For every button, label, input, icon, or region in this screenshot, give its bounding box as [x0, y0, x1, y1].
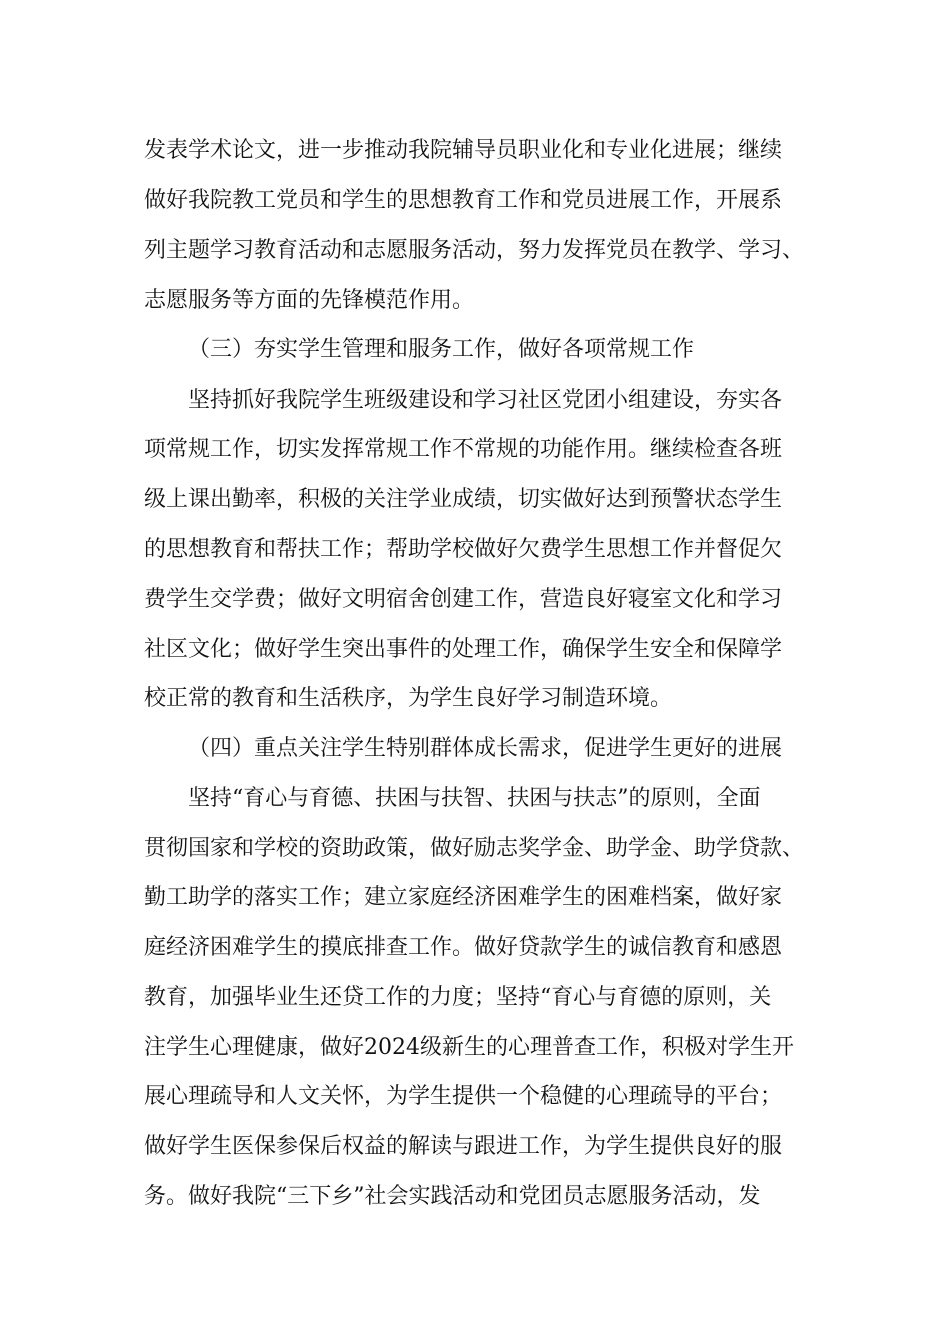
section-heading-4: （四）重点关注学生特别群体成长需求，促进学生更好的进展: [188, 736, 783, 761]
body-text-line: 级上课出勤率，积极的关注学业成绩，切实做好达到预警状态学生: [144, 487, 783, 512]
body-text-line: 校正常的教育和生活秩序，为学生良好学习制造环境。: [144, 686, 673, 711]
body-text-line: 注学生心理健康，做好2024级新生的心理普查工作，积极对学生开: [144, 1035, 794, 1060]
body-text-line: 列主题学习教育活动和志愿服务活动，努力发挥党员在教学、学习、: [144, 238, 805, 263]
body-text-line: 庭经济困难学生的摸底排查工作。做好贷款学生的诚信教育和感恩: [144, 935, 783, 960]
body-text-line: 做好学生医保参保后权益的解读与跟进工作，为学生提供良好的服: [144, 1134, 783, 1159]
body-text-line: 坚持抓好我院学生班级建设和学习社区党团小组建设，夯实各: [188, 388, 783, 413]
body-text-line: 费学生交学费；做好文明宿舍创建工作，营造良好寝室文化和学习: [144, 587, 783, 612]
body-text-line: 发表学术论文，进一步推动我院辅导员职业化和专业化进展；继续: [144, 138, 783, 163]
body-text-line: 的思想教育和帮扶工作；帮助学校做好欠费学生思想工作并督促欠: [144, 537, 783, 562]
body-text-line: 做好我院教工党员和学生的思想教育工作和党员进展工作，开展系: [144, 188, 783, 213]
body-text-line: 务。做好我院“三下乡”社会实践活动和党团员志愿服务活动，发: [144, 1184, 761, 1209]
body-text-line: 教育，加强毕业生还贷工作的力度；坚持“育心与育德的原则，关: [144, 985, 772, 1010]
body-text-line: 贯彻国家和学校的资助政策，做好励志奖学金、助学金、助学贷款、: [144, 836, 805, 861]
section-heading-3: （三）夯实学生管理和服务工作，做好各项常规工作: [188, 337, 695, 362]
body-text-line: 社区文化；做好学生突出事件的处理工作，确保学生安全和保障学: [144, 637, 783, 662]
body-text-line: 展心理疏导和人文关怀，为学生提供一个稳健的心理疏导的平台；: [144, 1084, 783, 1109]
body-text-line: 勤工助学的落实工作；建立家庭经济困难学生的困难档案，做好家: [144, 885, 783, 910]
body-text-line: 志愿服务等方面的先锋模范作用。: [144, 288, 475, 313]
body-text-line: 项常规工作，切实发挥常规工作不常规的功能作用。继续检查各班: [144, 437, 783, 462]
body-text-line: 坚持“育心与育德、扶困与扶智、扶困与扶志”的原则，全面: [188, 786, 761, 811]
